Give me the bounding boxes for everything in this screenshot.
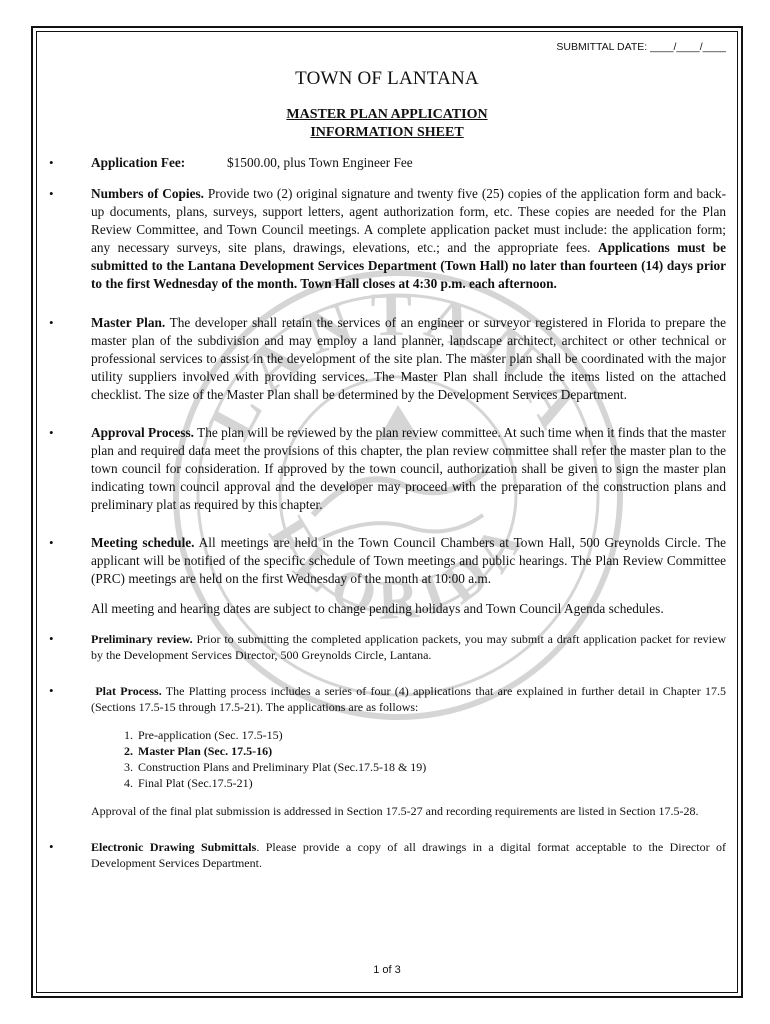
copies-text: Provide two (2) original signature and twenty five (25) copies of the application form and back-up documents, plans, surveys, support letters, agent authorization form, etc. These copies are needed for the Plan Review Committee, and Town Council meetings. A complete application packet must include: the application form; any necessary surveys, site plans, drawings, elevations, etc.; and the appropriate fees. <box>91 186 726 255</box>
plat-text: The Platting process includes a series of four (4) applications that are explained in further detail in Chapter 17.5 (Sections 17.5-15 through 17.5-21). The applications are as follows: <box>91 684 727 714</box>
bullet-icon: • <box>49 683 54 698</box>
plat-step: 3. Construction Plans and Preliminary Plat (Sec.17.5-18 & 19) <box>136 759 726 775</box>
bullet-icon: • <box>49 535 54 550</box>
electronic-heading: Electronic Drawing Submittals <box>91 840 257 854</box>
meeting-text: All meetings are held in the Town Council Chambers at Town Hall, 500 Greynolds Circle. The applicant will be notified of the specific schedule of Town meetings and public hearings. The Plan Review Committee (PRC) meetings are held on the first Wednesday of the month at 10:00 a.m. <box>91 535 726 586</box>
list-item-fee <box>40 154 726 172</box>
list-item-meeting <box>40 534 726 618</box>
approval-heading: Approval Process. <box>91 425 194 440</box>
information-list <box>40 154 726 871</box>
master-plan-heading: Master Plan. <box>91 315 166 330</box>
plat-step: 1. Pre-application (Sec. 17.5-15) <box>136 727 726 743</box>
preliminary-text: Prior to submitting the completed application packets, you may submit a draft application packet for review by the Development Services Director, 500 Greynolds Circle, Lantana. <box>91 632 726 662</box>
electronic-text: . Please provide a copy of all drawings in a digital format acceptable to the Director of Development Services Department. <box>91 840 726 870</box>
plat-closing: Approval of the final plat submission is addressed in Section 17.5-27 and recording requirements are listed in Section 17.5-28. <box>91 804 699 818</box>
bullet-icon: • <box>49 839 54 854</box>
bullet-icon: • <box>49 186 54 201</box>
list-item-master-plan <box>40 314 726 404</box>
plat-step-current: 2. Master Plan (Sec. 17.5-16) <box>136 743 726 759</box>
seal-text-top: LANTANA <box>196 280 600 451</box>
fee-value: $1500.00, plus Town Engineer Fee <box>227 155 413 170</box>
bullet-icon: • <box>49 315 54 330</box>
meeting-note: All meeting and hearing dates are subject to change pending holidays and Town Council Agenda schedules. <box>91 601 664 616</box>
bullet-icon: • <box>49 425 54 440</box>
subtitle-line-1: MASTER PLAN APPLICATION <box>286 107 488 122</box>
plat-steps-list <box>91 727 726 791</box>
approval-text: The plan will be reviewed by the plan review committee. At such time when it finds that the master plan and required data meet the provisions of this chapter, the plan review committee shall refer the master plan to the town council for consideration. If approved by the town council, authorization shall be given to sign the master plan indicating town council approval and the developer may proceed with the preparation of the construction plans and preliminary plat as required by this chapter. <box>91 425 726 512</box>
meeting-heading: Meeting schedule. <box>91 535 195 550</box>
page-title: TOWN OF LANTANA <box>295 68 479 89</box>
bullet-icon: • <box>49 631 54 646</box>
plat-heading: Plat Process. <box>95 684 162 698</box>
master-plan-text: The developer shall retain the services of an engineer or surveyor registered in Florida to prepare the master plan of the subdivision and may employ a land planner, landscape architect, architect or other technical or professional services to assist in the development of the site plan. The master plan shall be coordinated with the major utility suppliers involved with providing services. The Master Plan shall include the items listed on the attached checklist. The size of the Master Plan shall be determined by the Development Services Department. <box>91 315 726 402</box>
list-item-approval <box>40 424 726 514</box>
copies-heading: Numbers of Copies. <box>91 186 205 201</box>
list-item-copies <box>40 185 726 293</box>
document-page <box>40 34 734 984</box>
preliminary-heading: Preliminary review. <box>91 632 193 646</box>
page-subtitle <box>40 106 734 142</box>
list-item-preliminary <box>40 631 726 663</box>
list-item-electronic <box>40 839 726 871</box>
plat-step: 4. Final Plat (Sec.17.5-21) <box>136 775 726 791</box>
copies-deadline: Applications must be submitted to the Lantana Development Services Department (Town Hall) no later than fourteen (14) days prior to the first Wednesday of the month. Town Hall closes at 4:30 p.m. each afternoon. <box>91 240 726 291</box>
seal-text-bottom: FLORIDA <box>256 506 540 632</box>
list-item-plat <box>40 683 726 819</box>
bullet-icon: • <box>49 155 54 170</box>
fee-label: Application Fee: <box>91 155 186 170</box>
page-number: 1 of 3 <box>373 964 401 976</box>
submittal-date: SUBMITTAL DATE: ____/____/____ <box>556 41 726 53</box>
subtitle-line-2: INFORMATION SHEET <box>310 125 464 140</box>
